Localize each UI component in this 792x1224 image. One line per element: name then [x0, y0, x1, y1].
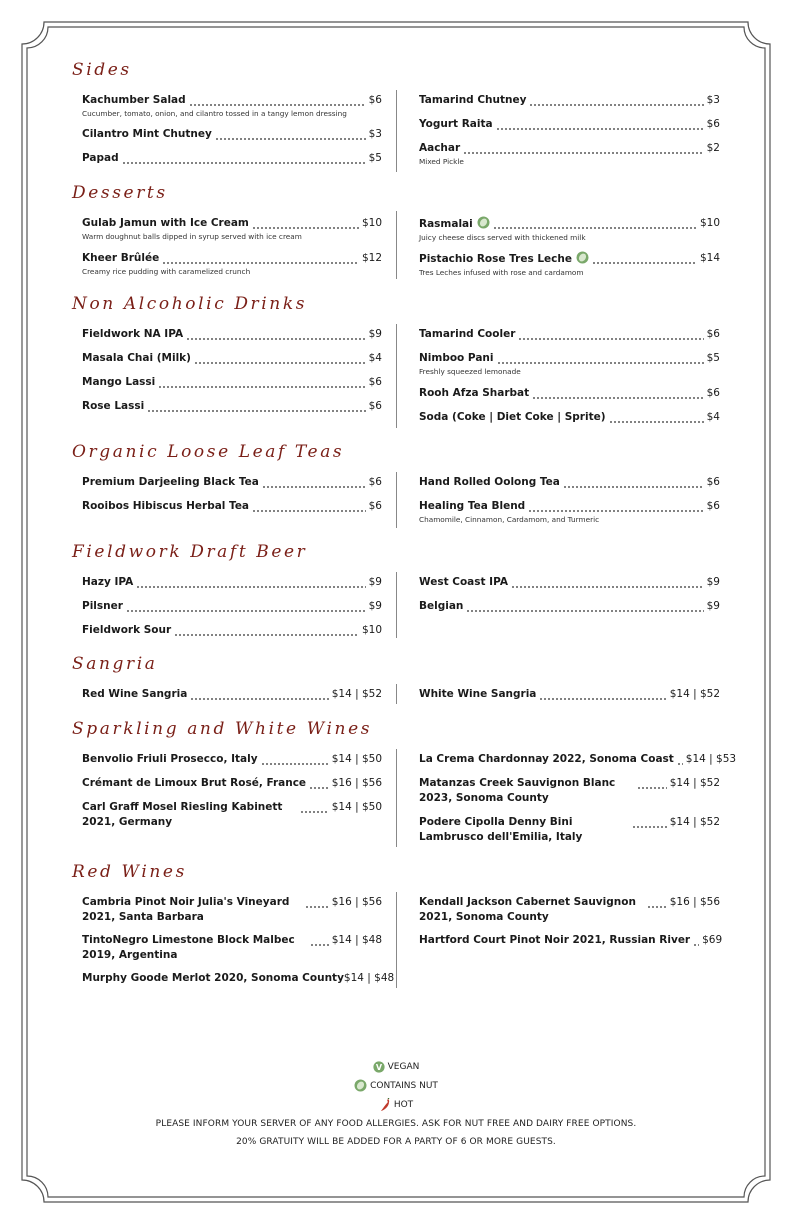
dot-leader	[493, 216, 697, 231]
dot-leader	[189, 93, 366, 108]
item-name: Fieldwork Sour	[82, 624, 172, 636]
dot-leader	[252, 216, 359, 231]
menu-item	[419, 776, 720, 806]
legend-hot	[0, 1098, 792, 1112]
item-name: Cilantro Mint Chutney	[82, 128, 212, 140]
item-description: Tres Leches infused with rose and cardamom	[419, 268, 584, 277]
dot-leader	[262, 475, 366, 490]
dot-leader	[647, 895, 667, 910]
menu-item	[419, 216, 720, 243]
nut-icon	[477, 216, 490, 229]
menu-item	[419, 752, 737, 767]
section-title: Organic Loose Leaf Teas	[72, 442, 345, 462]
menu-item	[82, 127, 382, 142]
item-price: $14 | $52	[669, 688, 720, 700]
dot-leader	[496, 117, 704, 132]
menu-item	[82, 575, 382, 590]
dot-leader	[528, 499, 703, 514]
section-title: Desserts	[72, 183, 168, 203]
dot-leader	[261, 752, 329, 767]
legend-vegan	[0, 1061, 792, 1073]
item-description: Chamomile, Cinnamon, Cardamom, and Turmeric	[419, 515, 600, 524]
item-price: $4	[706, 411, 720, 423]
item-price: $6	[368, 500, 382, 512]
item-price: $10	[361, 624, 382, 636]
item-name: Red Wine Sangria	[82, 688, 188, 700]
section-title: Sparkling and White Wines	[72, 719, 373, 739]
item-price: $3	[368, 128, 382, 140]
item-name-text: Rasmalai	[419, 218, 473, 230]
item-name: Yogurt Raita	[419, 118, 493, 130]
item-price: $4	[368, 352, 382, 364]
item-price: $5	[368, 152, 382, 164]
menu-item	[419, 327, 720, 342]
item-price: $14 | $52	[331, 688, 382, 700]
dot-leader	[632, 815, 667, 830]
item-price: $6	[706, 328, 720, 340]
menu-item	[82, 216, 382, 242]
section-title: Sangria	[72, 654, 158, 674]
dot-leader	[637, 776, 667, 791]
section-draft-beer	[72, 542, 720, 642]
item-name: Rose Lassi	[82, 400, 145, 412]
item-name: Healing Tea Blend	[419, 500, 526, 512]
dot-leader	[592, 251, 697, 266]
item-name: Hartford Court Pinot Noir 2021, Russian River	[419, 934, 691, 946]
item-name: Hazy IPA	[82, 576, 134, 588]
section-desserts	[72, 183, 720, 283]
dot-leader	[309, 776, 329, 791]
column-divider	[396, 90, 397, 172]
item-price: $6	[706, 476, 720, 488]
item-price: $14 | $52	[669, 777, 720, 789]
menu-item	[419, 251, 720, 278]
item-name: Mango Lassi	[82, 376, 156, 388]
item-price: $6	[368, 94, 382, 106]
menu-item	[82, 151, 382, 166]
item-description: Freshly squeezed lemonade	[419, 367, 521, 376]
item-name: Aachar	[419, 142, 461, 154]
vegan-mark: V	[375, 1063, 382, 1072]
menu-item	[419, 351, 720, 377]
section-non-alcoholic-drinks	[72, 294, 720, 429]
item-price: $14 | $53	[685, 753, 737, 765]
item-name: Kachumber Salad	[82, 94, 186, 106]
item-price: $14 | $50	[331, 753, 382, 765]
item-name	[419, 216, 490, 232]
section-teas	[72, 442, 720, 532]
dot-leader	[194, 351, 366, 366]
item-price: $6	[368, 376, 382, 388]
section-title: Fieldwork Draft Beer	[72, 542, 308, 562]
item-name: West Coast IPA	[419, 576, 508, 588]
column-divider	[396, 684, 397, 704]
section-title: Non Alcoholic Drinks	[72, 294, 308, 314]
item-price: $14 | $48	[343, 972, 395, 984]
menu-item	[82, 375, 382, 390]
dot-leader	[466, 599, 703, 614]
legend-nut	[0, 1079, 792, 1092]
menu-item	[419, 141, 720, 167]
vegan-label: VEGAN	[387, 1062, 420, 1072]
menu-item	[419, 410, 720, 425]
menu-item	[419, 599, 720, 614]
item-description: Mixed Pickle	[419, 157, 464, 166]
item-name: Nimboo Pani	[419, 352, 494, 364]
item-name: Matanzas Creek Sauvignon Blanc 2023, Sonoma County	[419, 777, 616, 804]
section-sangria	[72, 654, 720, 709]
menu-item	[419, 815, 720, 845]
menu-item	[82, 351, 382, 366]
menu-item	[419, 93, 720, 108]
item-description: Creamy rice pudding with caramelized crunch	[82, 267, 251, 276]
item-name: Kendall Jackson Cabernet Sauvignon 2021, Sonoma County	[419, 896, 636, 923]
dot-leader	[300, 800, 329, 815]
item-name: Fieldwork NA IPA	[82, 328, 184, 340]
item-price: $5	[706, 352, 720, 364]
item-price: $9	[368, 576, 382, 588]
menu-item	[82, 399, 382, 414]
item-name: La Crema Chardonnay 2022, Sonoma Coast	[419, 753, 674, 765]
item-price: $14 | $50	[331, 801, 382, 813]
gratuity-notice: 20% GRATUITY WILL BE ADDED FOR A PARTY OF 6 OR MORE GUESTS.	[236, 1137, 556, 1147]
item-name: Gulab Jamun with Ice Cream	[82, 217, 249, 229]
item-price: $9	[706, 576, 720, 588]
item-name: Benvolio Friuli Prosecco, Italy	[82, 753, 258, 765]
item-price: $9	[706, 600, 720, 612]
item-price: $2	[706, 142, 720, 154]
vegan-icon	[373, 1061, 385, 1073]
item-price: $10	[699, 217, 720, 229]
menu-item	[82, 251, 382, 277]
column-divider	[396, 472, 397, 528]
item-description: Warm doughnut balls dipped in syrup served with ice cream	[82, 232, 302, 241]
dot-leader	[529, 93, 703, 108]
menu-item	[419, 933, 723, 948]
column-divider	[396, 324, 397, 428]
dot-leader	[136, 575, 365, 590]
menu-item	[419, 386, 720, 401]
dot-leader	[497, 351, 704, 366]
item-name: Podere Cipolla Denny Bini Lambrusco dell'Emilia, Italy	[419, 816, 583, 843]
item-price: $12	[361, 252, 382, 264]
item-price: $16 | $56	[331, 777, 382, 789]
menu-item	[419, 687, 720, 702]
dot-leader	[147, 399, 365, 414]
dot-leader	[563, 475, 704, 490]
dot-leader	[693, 933, 699, 948]
item-description: Cucumber, tomato, onion, and cilantro tossed in a tangy lemon dressing	[82, 109, 347, 118]
item-name: Crémant de Limoux Brut Rosé, France	[82, 777, 307, 789]
item-name: Papad	[82, 152, 119, 164]
item-name: Soda (Coke | Diet Coke | Sprite)	[419, 411, 606, 423]
dot-leader	[190, 687, 328, 702]
section-sparkling-white-wines	[72, 719, 737, 849]
item-name: Hand Rolled Oolong Tea	[419, 476, 560, 488]
menu-item	[82, 800, 382, 830]
column-divider	[396, 892, 397, 988]
item-description: Juicy cheese discs served with thickened milk	[419, 233, 586, 242]
item-name: Belgian	[419, 600, 464, 612]
menu-item	[419, 117, 720, 132]
item-price: $16 | $56	[669, 896, 720, 908]
item-price: $6	[368, 400, 382, 412]
section-red-wines	[72, 862, 723, 992]
dot-leader	[677, 752, 683, 767]
item-price: $69	[702, 934, 723, 946]
item-price: $14 | $52	[669, 816, 720, 828]
item-price: $6	[706, 387, 720, 399]
item-price: $14	[699, 252, 720, 264]
item-price: $9	[368, 328, 382, 340]
menu-item	[82, 499, 382, 514]
item-name: Tamarind Cooler	[419, 328, 516, 340]
column-divider	[396, 211, 397, 279]
allergy-notice: PLEASE INFORM YOUR SERVER OF ANY FOOD ALLERGIES. ASK FOR NUT FREE AND DAIRY FREE OPTIONS.	[155, 1119, 637, 1129]
item-name: Premium Darjeeling Black Tea	[82, 476, 259, 488]
dot-leader	[215, 127, 366, 142]
item-name: Carl Graff Mosel Riesling Kabinett 2021, Germany	[82, 801, 283, 828]
dot-leader	[511, 575, 704, 590]
item-name: Cambria Pinot Noir Julia's Vineyard 2021, Santa Barbara	[82, 896, 290, 923]
item-price: $3	[706, 94, 720, 106]
item-price: $6	[706, 118, 720, 130]
dot-leader	[158, 375, 365, 390]
item-name-text: Pistachio Rose Tres Leche	[419, 253, 572, 265]
item-price: $10	[361, 217, 382, 229]
menu-item	[419, 499, 720, 525]
section-title: Sides	[72, 60, 132, 80]
menu-item	[419, 575, 720, 590]
item-name: Murphy Goode Merlot 2020, Sonoma County	[82, 972, 344, 984]
nut-icon	[354, 1079, 367, 1092]
menu-item	[82, 93, 382, 119]
item-name: Masala Chai (Milk)	[82, 352, 191, 364]
item-name: Pilsner	[82, 600, 123, 612]
menu-item	[82, 475, 382, 490]
dot-leader	[539, 687, 666, 702]
menu-item	[82, 776, 382, 791]
item-name: Tamarind Chutney	[419, 94, 527, 106]
menu-item	[82, 687, 382, 702]
item-name	[419, 251, 589, 267]
menu-item	[82, 623, 382, 638]
item-price: $16 | $56	[331, 896, 382, 908]
dot-leader	[126, 599, 366, 614]
menu-item	[82, 895, 382, 925]
dot-leader	[122, 151, 366, 166]
menu-item	[82, 327, 382, 342]
menu-item	[82, 933, 382, 963]
item-price: $6	[706, 500, 720, 512]
dot-leader	[162, 251, 359, 266]
item-name: Rooh Afza Sharbat	[419, 387, 530, 399]
dot-leader	[252, 499, 366, 514]
column-divider	[396, 572, 397, 638]
dot-leader	[518, 327, 703, 342]
item-name: TintoNegro Limestone Block Malbec 2019, Argentina	[82, 934, 295, 961]
item-name: Kheer Brûlée	[82, 252, 160, 264]
menu-item	[419, 895, 720, 925]
item-name: White Wine Sangria	[419, 688, 537, 700]
menu-item	[82, 752, 382, 767]
dot-leader	[305, 895, 329, 910]
item-price: $9	[368, 600, 382, 612]
section-title: Red Wines	[72, 862, 187, 882]
item-price: $6	[368, 476, 382, 488]
menu-item	[419, 475, 720, 490]
dot-leader	[310, 933, 329, 948]
dot-leader	[609, 410, 704, 425]
hot-label: HOT	[393, 1100, 414, 1110]
column-divider	[396, 749, 397, 847]
dot-leader	[463, 141, 703, 156]
dot-leader	[186, 327, 366, 342]
nut-label: CONTAINS NUT	[370, 1080, 438, 1091]
item-price: $14 | $48	[331, 934, 382, 946]
dot-leader	[174, 623, 359, 638]
menu-item	[82, 599, 382, 614]
item-name: Rooibos Hibiscus Herbal Tea	[82, 500, 250, 512]
chili-pepper-icon	[379, 1098, 391, 1112]
dot-leader	[532, 386, 704, 401]
menu-item	[82, 971, 395, 986]
section-sides	[72, 60, 720, 180]
nut-icon	[576, 251, 589, 264]
